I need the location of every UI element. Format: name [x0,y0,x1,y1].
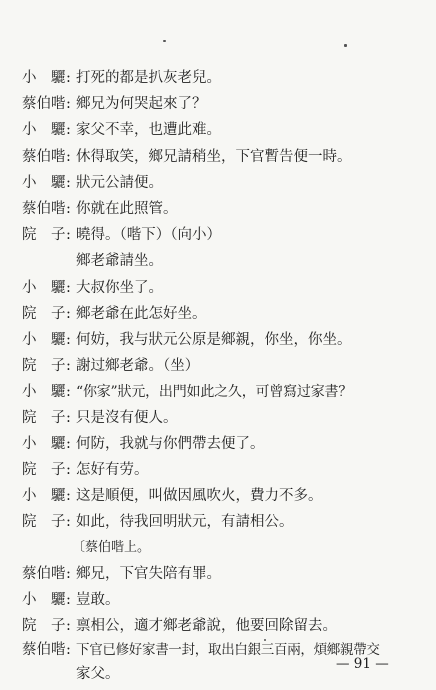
page-number: — 91 — [336,656,389,672]
dialogue-text: 怎好有劳。 [76,462,149,478]
dialogue-text: 如此，待我回明狀元，有請相公。 [76,514,294,530]
dialogue-line [0,304,436,328]
dialogue-text: 大叔你坐了。 [76,280,163,296]
dialogue-line [0,147,436,171]
dialogue-line [0,486,436,510]
colon: : [66,592,71,608]
dialogue-text: 何防，我就与你們帶去便了。 [76,436,265,452]
dialogue-line [0,225,436,249]
dialogue-line [0,278,436,302]
dialogue-line [0,356,436,380]
speaker-name: 小 驪 [22,175,66,191]
speaker-name: 小 驪 [22,592,66,608]
speaker-name: 小 驪 [22,70,66,86]
speaker-name: 院 子 [22,618,66,634]
speaker-name: 院 子 [22,462,66,478]
speaker-name: 蔡伯喈 [22,566,66,582]
colon: : [66,566,71,582]
colon: : [66,358,71,374]
dialogue-text: 豈敢。 [76,592,120,608]
stage-direction [0,538,436,562]
speaker-name: 小 驪 [22,436,66,452]
dialogue-text: 鄉兄为何哭起來了？ [76,96,207,112]
speaker-name: 蔡伯喈 [22,201,66,217]
dialogue-line [0,120,436,144]
dialogue-text: 鄉老爺在此怎好坐。 [76,306,207,322]
dialogue-line [0,382,436,406]
dialogue-text: 狀元公請便。 [76,175,163,191]
colon: : [66,332,71,348]
dialogue-line [0,94,436,118]
speaker-name: 蔡伯喈 [22,149,66,165]
dialogue-text: 打死的都是扒灰老兒。 [76,70,221,86]
speaker-name: 院 子 [22,514,66,530]
dialogue-continuation [0,251,436,275]
dialogue-line [0,590,436,614]
colon: : [66,306,71,322]
colon: : [66,280,71,296]
stage-direction-text: 〔蔡伯喈上。 [72,540,151,555]
colon: : [66,642,71,658]
dialogue-line [0,68,436,92]
colon: : [66,488,71,504]
dialogue-text: 鄉兄，下官失陪有罪。 [76,566,221,582]
dialogue-text: 曉得。（喈下）（向小） [76,227,221,243]
dialogue-text: 只是沒有便人。 [76,410,178,426]
dialogue-text: 何妨，我与狀元公原是鄉親，你坐，你坐。 [76,332,352,348]
speaker-name: 院 子 [22,227,66,243]
colon: : [66,462,71,478]
dialogue-text: 这是順便，叫做因風吹火，費力不多。 [76,488,323,504]
colon: : [66,227,71,243]
dialogue-line [0,199,436,223]
dialogue-line [0,512,436,536]
dialogue-line [0,173,436,197]
colon: : [66,201,71,217]
dialogue-text: 謝过鄉老爺。（坐） [76,358,200,374]
colon: : [66,410,71,426]
dialogue-text: 鄉老爺請坐。 [76,253,163,269]
speaker-name: 小 驪 [22,384,66,400]
speaker-name: 院 子 [22,410,66,426]
dialogue-line [0,564,436,588]
colon: : [66,436,71,452]
dialogue-line [0,330,436,354]
colon: : [66,149,71,165]
dialogue-text: “你家”狀元，出門如此之久，可曾寫过家書？ [76,384,353,400]
colon: : [66,96,71,112]
speaker-name: 院 子 [22,306,66,322]
dialogue-line [0,408,436,432]
speaker-name: 小 驪 [22,488,66,504]
speaker-name: 院 子 [22,358,66,374]
dialogue-text: 家父。 [76,666,120,682]
dialogue-text: 休得取笑，鄉兄請稍坐，下官暫告便一時。 [76,149,352,165]
dialogue-text: 禀相公，適才鄉老爺說，他要回除留去。 [76,618,337,634]
dialogue-text: 下官已修好家書一封，取出白銀三百兩，煩鄉親帶交 [76,642,380,658]
colon: : [66,384,71,400]
dialogue-text: 家父不幸，也遭此难。 [76,122,221,138]
speaker-name: 小 驪 [22,280,66,296]
colon: : [66,70,71,86]
speaker-name: 小 驪 [22,122,66,138]
colon: : [66,514,71,530]
colon: : [66,618,71,634]
speaker-name: 蔡伯喈 [22,96,66,112]
speaker-name: 蔡伯喈 [22,642,66,658]
dialogue-line [0,616,436,640]
dialogue-line [0,434,436,458]
dialogue-text: 你就在此照管。 [76,201,178,217]
speaker-name: 小 驪 [22,332,66,348]
colon: : [66,122,71,138]
colon: : [66,175,71,191]
dialogue-line [0,460,436,484]
